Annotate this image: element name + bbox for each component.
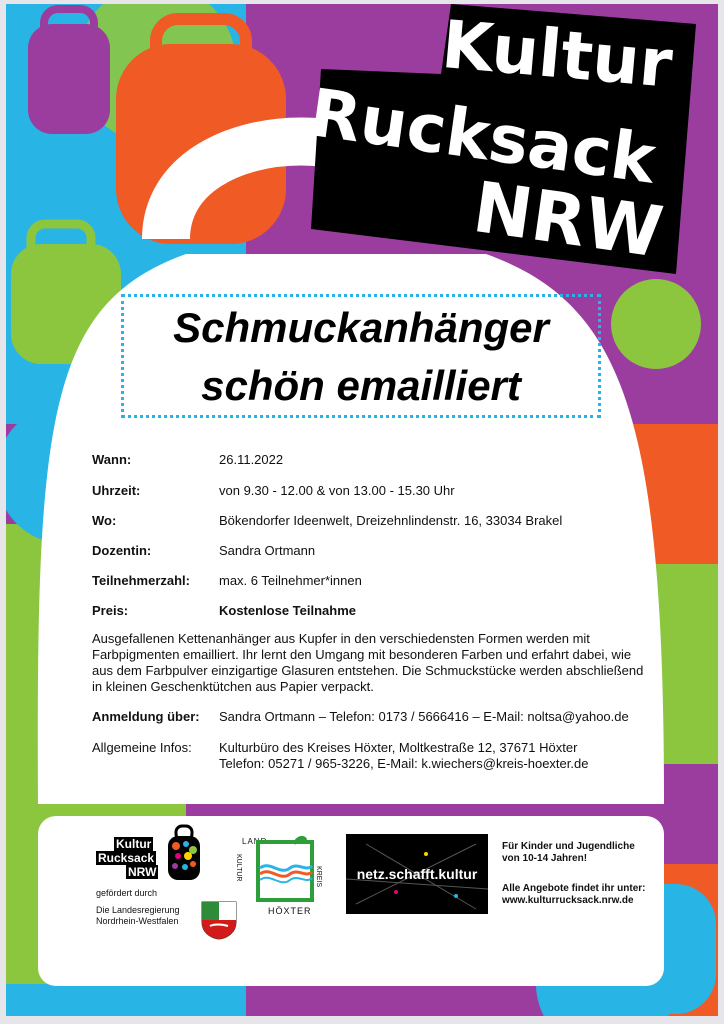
audience-line-2: von 10-14 Jahren! bbox=[502, 853, 588, 864]
government-line-2: Nordrhein-Westfalen bbox=[96, 916, 179, 926]
time-value: von 9.30 - 12.00 & von 13.00 - 15.30 Uhr bbox=[219, 483, 455, 498]
when-label: Wann: bbox=[92, 452, 132, 467]
general-info-label: Allgemeine Infos: bbox=[92, 740, 192, 755]
funded-by-text: gefördert durch bbox=[96, 888, 158, 898]
land-logo-hoexter: HÖXTER bbox=[268, 906, 312, 916]
participants-label: Teilnehmerzahl: bbox=[92, 573, 191, 588]
registration-label: Anmeldung über: bbox=[92, 709, 200, 724]
title-line-kultur: Kultur bbox=[438, 6, 676, 103]
location-label: Wo: bbox=[92, 513, 117, 528]
logo-kultur-text: Kultur bbox=[116, 837, 152, 851]
time-label: Uhrzeit: bbox=[92, 483, 141, 498]
logo-nrw-text: NRW bbox=[128, 865, 157, 879]
participants-value: max. 6 Teilnehmer*innen bbox=[219, 573, 362, 588]
poster bbox=[6, 4, 718, 1016]
title-line-nrw: NRW bbox=[468, 166, 668, 274]
netz-schafft-kultur-logo bbox=[346, 834, 488, 914]
land-logo-kreis: KREIS bbox=[315, 866, 322, 888]
instructor-label: Dozentin: bbox=[92, 543, 152, 558]
price-label: Preis: bbox=[92, 603, 129, 618]
land-logo-graphic-icon bbox=[254, 834, 316, 904]
when-value: 26.11.2022 bbox=[219, 452, 284, 467]
purple-backpack-illustration bbox=[28, 9, 110, 134]
backpack-logo-icon bbox=[164, 822, 204, 882]
land-logo-kultur: KULTUR bbox=[235, 854, 242, 882]
registration-value: Sandra Ortmann – Telefon: 0173 / 5666416 – E-Mail: noltsa@yahoo.de bbox=[219, 709, 629, 724]
description-text: Ausgefallenen Kettenanhänger aus Kupfer in den verschiedensten Formen werden mit Farbpigmenten emailliert. Ihr lernt den Umgang mit besonderen Farben und erfahrt dabei, wie aus dem Farbpulver einzigartige Glasuren entstehen. Die Schmuckstücke werden abschließend in kleinen Geschenktütchen aus Papier verpackt. bbox=[92, 631, 644, 694]
price-value: Kostenlose Teilnahme bbox=[219, 603, 357, 618]
audience-line-1: Für Kinder und Jugendliche bbox=[502, 841, 635, 852]
government-line-1: Die Landesregierung bbox=[96, 905, 180, 915]
nrw-coat-of-arms-icon bbox=[200, 900, 238, 940]
offers-line-1: Alle Angebote findet ihr unter: bbox=[502, 883, 646, 894]
general-info-line-1: Kulturbüro des Kreises Höxter, Moltkestraße 12, 37671 Höxter bbox=[219, 740, 578, 755]
title-line-rucksack: Rucksack bbox=[305, 74, 661, 199]
headline-line-2: schön emailliert bbox=[201, 362, 521, 409]
general-info-line-2: Telefon: 05271 / 965-3226, E-Mail: k.wiechers@kreis-hoexter.de bbox=[219, 756, 589, 771]
netz-logo-text: netz.schafft.kultur bbox=[356, 866, 478, 882]
instructor-value: Sandra Ortmann bbox=[219, 543, 316, 558]
headline-line-1: Schmuckanhänger bbox=[173, 304, 549, 351]
title-card bbox=[301, 4, 701, 284]
land-logo-land: LAND bbox=[242, 837, 268, 846]
location-value: Bökendorfer Ideenwelt, Dreizehnlindenstr. 16, 33034 Brakel bbox=[219, 513, 563, 528]
offers-url: www.kulturrucksack.nrw.de bbox=[502, 895, 634, 906]
logo-rucksack-text: Rucksack bbox=[98, 851, 155, 865]
